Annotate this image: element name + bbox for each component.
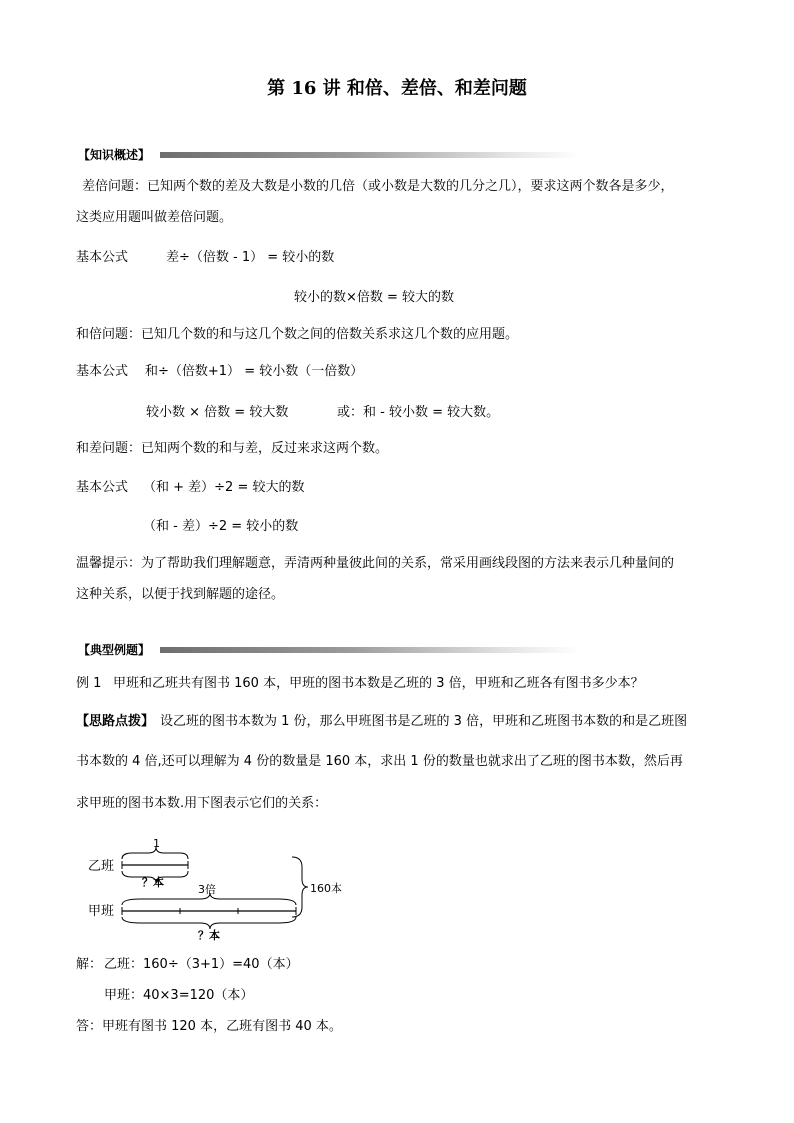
diagram-label-three-times: 3倍 [198, 883, 216, 896]
formula-sum-2: 较小数 × 倍数 = 较大数 [146, 405, 289, 420]
section-divider-bar [160, 152, 580, 158]
solution-line2: 甲班：40×3=120（本） [104, 988, 254, 1003]
formula-diff-1: 差÷（倍数 - 1） = 较小的数 [166, 250, 335, 265]
hint-line2: 书本数的 4 倍,还可以理解为 4 份的数量是 160 本，求出 1 份的数量也就求出了乙班的图书本数，然后再 [76, 754, 683, 769]
diagram-question-yi: ？本 [142, 876, 164, 889]
formula-label: 基本公式 [76, 250, 129, 265]
section-divider-bar [160, 647, 580, 653]
diagram-label-one: 1 [153, 837, 160, 850]
example-label: 例 1 [76, 676, 102, 691]
tip-paragraph-line1: 温馨提示：为了帮助我们理解题意，弄清两种量彼此间的关系，常采用画线段图的方法来表示几种量间的 [76, 556, 675, 571]
formula-label: 基本公式 [76, 364, 129, 379]
solution-label: 解： [76, 957, 103, 972]
formula-sumdiff-2: （和 - 差）÷2 = 较小的数 [143, 519, 299, 534]
diff-multiple-paragraph-line1: 差倍问题：已知两个数的差及大数是小数的几倍（或小数是大数的几分之几），要求这两个数各是多少， [82, 179, 674, 194]
page-title: 第 16 讲 和倍、差倍、和差问题 [267, 78, 527, 99]
formula-sum-3: 或：和 - 较小数 = 较大数。 [337, 405, 500, 420]
sum-diff-paragraph: 和差问题：已知两个数的和与差，反过来求这两个数。 [76, 441, 389, 456]
diagram-label-jia: 甲班 [88, 904, 115, 919]
formula-sumdiff-1: （和 + 差）÷2 = 较大的数 [143, 480, 305, 495]
solution-line1: 乙班：160÷（3+1）=40（本） [104, 957, 299, 972]
formula-diff-2: 较小的数×倍数 = 较大的数 [294, 290, 455, 305]
tip-paragraph-line2: 这种关系，以便于找到解题的途径。 [76, 587, 285, 602]
formula-sum-1: 和÷（倍数+1） = 较小数（一倍数） [145, 364, 364, 379]
line-segment-diagram [70, 835, 370, 950]
hint-line3: 求甲班的图书本数.用下图表示它们的关系： [76, 796, 328, 811]
diagram-label-yi: 乙班 [88, 859, 115, 874]
section-header-overview: 【知识概述】 [78, 148, 151, 162]
brace-bottom-jia [122, 917, 296, 929]
section-header-examples: 【典型例题】 [78, 643, 151, 657]
diagram-label-total: 160本 [310, 882, 342, 895]
hint-label: 【思路点拨】 [76, 714, 155, 729]
example-question: 甲班和乙班共有图书 160 本，甲班的图书本数是乙班的 3 倍，甲班和乙班各有图书多少本？ [113, 676, 644, 691]
brace-right-total [292, 857, 308, 917]
hint-line1: 设乙班的图书本数为 1 份，那么甲班图书是乙班的 3 倍，甲班和乙班图书本数的和是乙班图 [160, 714, 688, 729]
diagram-question-jia: ？本 [198, 929, 220, 942]
sum-multiple-paragraph: 和倍问题：已知几个数的和与这几个数之间的倍数关系求这几个数的应用题。 [76, 327, 519, 342]
answer-line: 答：甲班有图书 120 本，乙班有图书 40 本。 [76, 1019, 342, 1034]
diff-multiple-paragraph-line2: 这类应用题叫做差倍问题。 [76, 210, 233, 225]
formula-label: 基本公式 [76, 480, 129, 495]
